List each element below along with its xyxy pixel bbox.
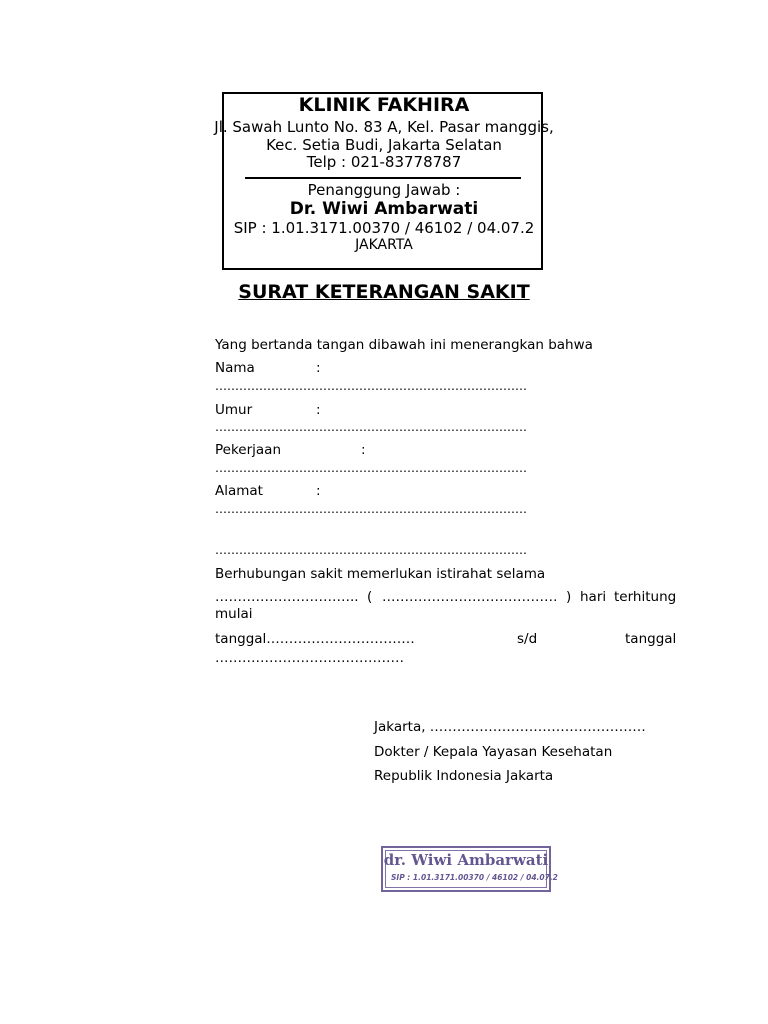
- close-paren: ): [566, 589, 572, 605]
- field-line-umur: ……………………………………………………………………: [215, 420, 527, 434]
- signature-place-date: Jakarta, …………………………………………: [374, 719, 646, 735]
- field-colon-umur: :: [316, 402, 321, 418]
- clinic-phone: Telp : 021-83778787: [306, 153, 462, 171]
- field-label-alamat: Alamat: [215, 483, 263, 499]
- doctor-name: Dr. Wiwi Ambarwati: [289, 199, 479, 219]
- hari-label: hari: [580, 589, 607, 605]
- clinic-address-line1: Jl. Sawah Lunto No. 83 A, Kel. Pasar manggis,: [214, 118, 554, 136]
- header-divider: [245, 177, 521, 179]
- field-line-nama: ……………………………………………………………………: [215, 379, 527, 393]
- terhitung-label: terhitung: [614, 589, 677, 605]
- doctor-sip: SIP : 1.01.3171.00370 / 46102 / 04.07.2: [233, 219, 535, 237]
- field-line-pekerjaan: ……………………………………………………………………: [215, 461, 527, 475]
- document-title: SURAT KETERANGAN SAKIT: [238, 281, 530, 303]
- field-label-nama: Nama: [215, 360, 255, 376]
- intro-text: Yang bertanda tangan dibawah ini menerangkan bahwa: [215, 337, 593, 353]
- clinic-address-line2: Kec. Setia Budi, Jakarta Selatan: [266, 136, 502, 154]
- tanggal-to-dots: ……………………………………: [215, 650, 404, 666]
- tanggal-from: tanggal……………………………: [215, 631, 415, 647]
- field-colon-nama: :: [316, 360, 321, 376]
- field-colon-alamat: :: [316, 483, 321, 499]
- field-line-alamat-1: ……………………………………………………………………: [215, 502, 527, 516]
- tanggal-to-label: tanggal: [625, 631, 677, 647]
- stamp-sip: SIP : 1.01.3171.00370 / 46102 / 04.07.2: [391, 873, 558, 882]
- mulai-label: mulai: [215, 606, 253, 622]
- field-label-pekerjaan: Pekerjaan: [215, 442, 282, 458]
- clinic-city: JAKARTA: [355, 237, 413, 253]
- duration-dots: …………………………..: [215, 589, 359, 605]
- open-paren: (: [367, 589, 373, 605]
- sick-leave-statement: Berhubungan sakit memerlukan istirahat selama: [215, 566, 546, 582]
- field-label-umur: Umur: [215, 402, 253, 418]
- field-colon-pekerjaan: :: [361, 442, 366, 458]
- sd-label: s/d: [517, 631, 538, 647]
- signature-role-line1: Dokter / Kepala Yayasan Kesehatan: [374, 744, 613, 760]
- clinic-name: KLINIK FAKHIRA: [298, 94, 470, 116]
- stamp-doctor-name: dr. Wiwi Ambarwati: [383, 851, 549, 869]
- responsible-label: Penanggung Jawab :: [307, 181, 461, 199]
- doctor-stamp: [381, 846, 558, 892]
- signature-role-line2: Republik Indonesia Jakarta: [374, 768, 554, 784]
- field-line-alamat-2: ……………………………………………………………………: [215, 543, 527, 557]
- duration-words-dots: …………………………………: [382, 589, 558, 605]
